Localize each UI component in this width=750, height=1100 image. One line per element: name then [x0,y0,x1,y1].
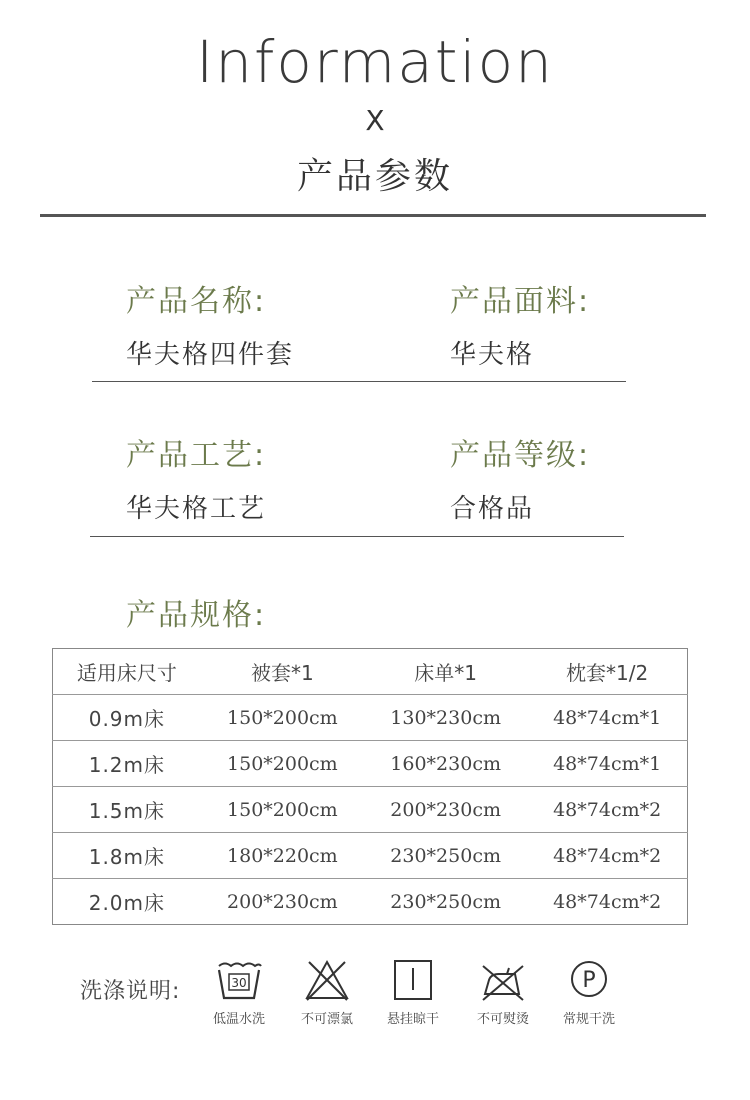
table-cell: 160*230cm [364,741,527,787]
dry-clean-p-icon [565,958,613,1002]
header-bed-sheet: 床单*1 [364,649,527,695]
table-row [53,879,688,925]
table-header-row [53,649,688,695]
table-cell: 150*200cm [201,741,364,787]
title-separator: X [365,104,385,137]
product-grade-label: 产品等级: [450,438,591,473]
table-row [53,787,688,833]
table-cell: 2.0m床 [88,891,166,915]
svg-text:P: P [582,968,596,993]
table-cell: 150*200cm [201,787,364,833]
table-cell: 150*200cm [201,695,364,741]
table-cell: 48*74cm*2 [553,890,662,913]
info-divider-2 [90,536,624,537]
wash-item [370,958,456,1027]
product-fabric-value: 华夫格 [450,340,535,370]
wash-30-icon [215,958,263,1002]
table-cell: 48*74cm*2 [527,787,687,833]
table-cell: 0.9m床 [53,695,201,741]
no-iron-icon [479,958,527,1002]
wash-item [196,958,282,1027]
table-cell: 1.8m床 [53,833,201,879]
header-pillowcase: 枕套*1/2 [527,649,687,695]
table-row [53,833,688,879]
table-cell: 48*74cm*1 [527,695,687,741]
title-divider [40,214,706,217]
wash-item [546,958,632,1027]
header-bed-size: 适用床尺寸 [53,649,201,695]
spec-table [52,648,688,925]
line-dry-icon [389,958,437,1002]
product-grade-value: 合格品 [450,494,535,524]
table-cell: 180*220cm [201,833,364,879]
table-cell: 200*230cm [364,787,527,833]
product-fabric-label: 产品面料: [450,284,591,319]
wash-caption: 不可熨烫 [476,1012,529,1027]
table-row [53,741,688,787]
no-bleach-icon [303,958,351,1002]
table-row [53,695,688,741]
table-cell: 1.5m床 [53,787,201,833]
wash-item [460,958,546,1027]
product-craft-value: 华夫格工艺 [126,494,267,524]
page-title: 产品参数 [296,156,453,197]
wash-caption: 常规干洗 [562,1012,615,1027]
product-spec-label: 产品规格: [126,598,267,633]
header-duvet-cover: 被套*1 [201,649,364,695]
wash-item [284,958,370,1027]
title-english: Information [196,28,554,96]
washing-label: 洗涤说明: [80,979,181,1004]
table-cell: 200*230cm [227,890,338,913]
wash-caption: 不可漂氯 [300,1012,353,1027]
product-name-label: 产品名称: [126,284,267,319]
table-cell: 48*74cm*2 [527,833,687,879]
table-cell: 1.2m床 [53,741,201,787]
product-name-value: 华夫格四件套 [126,340,295,370]
table-cell: 230*250cm [390,890,501,913]
wash-caption: 低温水洗 [212,1012,265,1027]
svg-text:30: 30 [231,976,247,990]
product-craft-label: 产品工艺: [126,438,267,473]
table-cell: 230*250cm [364,833,527,879]
table-cell: 130*230cm [364,695,527,741]
wash-caption: 悬挂晾干 [386,1012,439,1027]
info-divider-1 [92,381,626,382]
table-cell: 48*74cm*1 [527,741,687,787]
